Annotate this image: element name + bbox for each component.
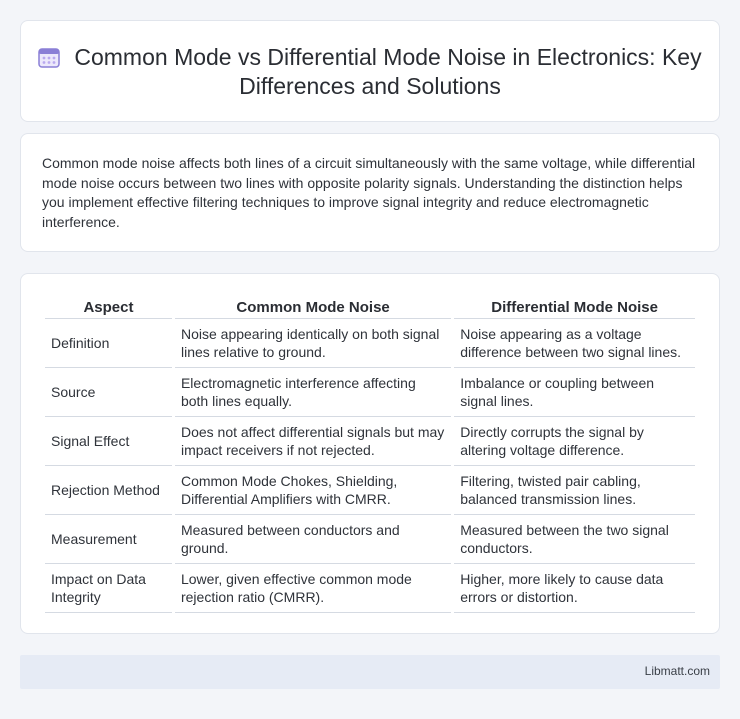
table-row xyxy=(45,515,695,564)
intro-paragraph: Common mode noise affects both lines of a circuit simultaneously with the same voltage, while differential mode noise occurs between two lines with opposite polarity signals. Understanding the distinction helps you implement effective filtering techniques to improve signal integrity and reduce electromagnetic interference. xyxy=(42,155,696,230)
row-differential-mode: Directly corrupts the signal by altering voltage difference. xyxy=(454,417,695,466)
table-row xyxy=(45,319,695,368)
table-row xyxy=(45,417,695,466)
title-card xyxy=(20,20,720,122)
row-aspect: Impact on Data Integrity xyxy=(45,564,172,613)
row-aspect: Rejection Method xyxy=(45,466,172,515)
header-aspect: Aspect xyxy=(45,296,172,319)
table-row xyxy=(45,466,695,515)
header-differential-mode: Differential Mode Noise xyxy=(454,296,695,319)
row-differential-mode: Measured between the two signal conductors. xyxy=(454,515,695,564)
row-common-mode: Electromagnetic interference affecting both lines equally. xyxy=(175,368,451,417)
row-differential-mode: Noise appearing as a voltage difference between two signal lines. xyxy=(454,319,695,368)
row-common-mode: Noise appearing identically on both signal lines relative to ground. xyxy=(175,319,451,368)
intro-card xyxy=(20,133,720,252)
table-row xyxy=(45,368,695,417)
header-common-mode: Common Mode Noise xyxy=(175,296,451,319)
row-differential-mode: Imbalance or coupling between signal lines. xyxy=(454,368,695,417)
table-header-row xyxy=(45,296,695,319)
page-title-block xyxy=(21,43,719,101)
row-aspect: Definition xyxy=(45,319,172,368)
footer-bar xyxy=(20,655,720,689)
comparison-table xyxy=(42,296,698,613)
row-common-mode: Does not affect differential signals but may impact receivers if not rejected. xyxy=(175,417,451,466)
page-title: Common Mode vs Differential Mode Noise in Electronics: Key Differences and Solutions xyxy=(74,44,702,99)
row-common-mode: Common Mode Chokes, Shielding, Differential Amplifiers with CMRR. xyxy=(175,466,451,515)
row-common-mode: Measured between conductors and ground. xyxy=(175,515,451,564)
row-common-mode: Lower, given effective common mode rejection ratio (CMRR). xyxy=(175,564,451,613)
footer-brand-link[interactable]: Libmatt.com xyxy=(644,664,710,678)
table-row xyxy=(45,564,695,613)
row-differential-mode: Filtering, twisted pair cabling, balanced transmission lines. xyxy=(454,466,695,515)
comparison-card xyxy=(20,273,720,634)
calendar-icon xyxy=(38,46,60,68)
row-aspect: Signal Effect xyxy=(45,417,172,466)
row-aspect: Measurement xyxy=(45,515,172,564)
row-differential-mode: Higher, more likely to cause data errors or distortion. xyxy=(454,564,695,613)
row-aspect: Source xyxy=(45,368,172,417)
